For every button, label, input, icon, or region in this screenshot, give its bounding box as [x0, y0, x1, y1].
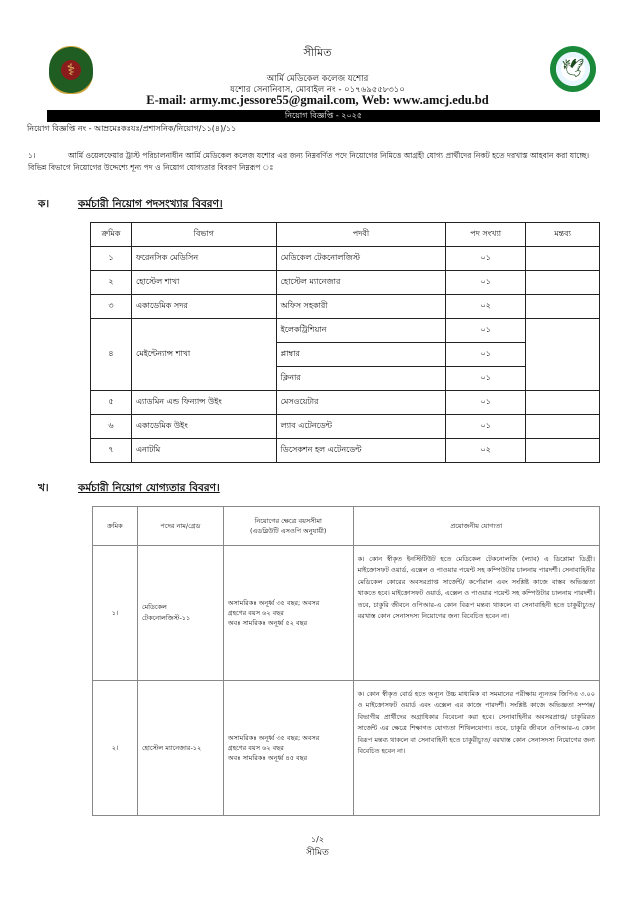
remarks-cell [526, 439, 600, 463]
age-limit-cell [223, 546, 353, 681]
table-row [93, 681, 600, 816]
age-limit-cell [223, 681, 353, 816]
count-cell: ০১ [446, 271, 526, 295]
designation-cell: ইলেকট্রিশিয়ান [276, 319, 446, 343]
designation-cell: ডিসেকশন হল এটেনডেন্ট [276, 439, 446, 463]
serial-cell: ২। [93, 681, 138, 816]
qualification-cell: ক। কোন স্বীকৃত বোর্ড হতে অন্যূন উচ্চ মাধ্যমিক বা সমমানের পরীক্ষায় ন্যূনতম জিপিএ ৩.০০ ও মাইক্রোসফট ওয়ার্ড এবং এক্সেল এর কাজে পারদর্শী। সংশ্লিষ্ট কাজে অভিজ্ঞতা সম্পন্ন/বিভাগীয় প্রার্থীদের অগ্রাধিকার বিবেচনা করা হবে। সেনাবাহিনীর অবসরপ্রাপ্ত/ চাকুরিরত সার্জেন্ট এর ক্ষেত্রে শিক্ষাগত যোগ্যতা শিথিলযোগ্য। তবে, চাকুরি জীবনে ওপিআর-এ কোন বিরূপ মন্তব্য থাকলে বা সেনাবাহিনী হতে চাকুরীচ্যুত/ বরখাস্ত কোন সেনাসদস্য নিয়োগের জন্য বিবেচিত হবেন না। [353, 681, 599, 816]
designation-cell: ক্লিনার [276, 367, 446, 391]
department-cell: একাডেমিক উইং [131, 415, 276, 439]
serial-cell: ৬ [91, 415, 132, 439]
designation-cell: অফিস সহকারী [276, 295, 446, 319]
age-retirement: গ্রহণের বয়স ৬২ বছর [227, 609, 284, 617]
table-row [93, 546, 600, 681]
section-b-title: কর্মচারী নিয়োগ যোগ্যতার বিবরণ। [78, 482, 220, 494]
age-ex-military: অবঃ সামরিকঃ অনূর্ধ্ব ৪৫ বছর [227, 754, 308, 762]
serial-cell: ৫ [91, 391, 132, 415]
col-post-count: পদ সংখ্যা [446, 223, 526, 247]
age-civil: অসামরিকঃ অনূর্ধ্ব ৩৫ বছর; অবসর [227, 599, 320, 607]
section-a-heading [38, 197, 223, 214]
notice-title-bar: নিয়োগ বিজ্ঞপ্তি - ২০২৫ [47, 110, 600, 122]
age-retirement: গ্রহণের বয়স ৬২ বছর [227, 744, 284, 752]
section-b-heading [38, 481, 220, 498]
department-cell: একাডেমিক সদর [131, 295, 276, 319]
org-contact: E-mail: army.mc.jessore55@gmail.com, Web: www.amcj.edu.bd [146, 93, 489, 107]
col-serial: ক্রমিক [93, 507, 138, 546]
count-cell: ০১ [446, 343, 526, 367]
designation-cell: মেডিকেল টেকনোলজিস্ট [276, 247, 446, 271]
reference-number: নিয়োগ বিজ্ঞপ্তি নং - আম্রমেঃকঃযঃ/প্রশাসনিক/নিয়োগ/১১(৪)/১১ [27, 124, 237, 133]
department-cell: ফরেনসিক মেডিসিন [131, 247, 276, 271]
col-age-limit [223, 507, 353, 546]
serial-cell: ১। [93, 546, 138, 681]
table-header-row [93, 507, 600, 546]
count-cell: ০১ [446, 367, 526, 391]
age-limit-subheading: (এডব্লিউটি এসওপি অনুযায়ী) [249, 527, 327, 535]
page-number: ১/২ [310, 835, 325, 844]
department-cell: হোস্টেল শাখা [131, 271, 276, 295]
table-row [91, 295, 600, 319]
section-b-label: খ। [38, 482, 49, 494]
count-cell: ০২ [446, 295, 526, 319]
posts-count-table [90, 222, 600, 463]
table-row [91, 247, 600, 271]
designation-cell: প্লাম্বার [276, 343, 446, 367]
intro-paragraph [28, 150, 598, 174]
post-name: হোস্টেল ম্যানেজার-১২ [141, 743, 202, 752]
table-row [91, 319, 600, 343]
post-name: মেডিকেল [141, 603, 167, 611]
remarks-cell [526, 271, 600, 295]
table-header-row [91, 223, 600, 247]
table-row [91, 391, 600, 415]
department-cell: এ্যাডমিন এন্ড ফিন্যান্স উইং [131, 391, 276, 415]
qualification-table [92, 506, 600, 816]
age-ex-military: অবঃ সামরিকঃ অনূর্ধ্ব ৫২ বছর [227, 619, 308, 627]
caduceus-icon: ⚕ [66, 60, 76, 79]
serial-cell: ২ [91, 271, 132, 295]
org-address: যশোর সেনানিবাস, মোবাইল নং - ০১৭৬৯৫৫৮৩১০ [230, 85, 405, 95]
col-serial: ক্রমিক [91, 223, 132, 247]
remarks-cell [526, 391, 600, 415]
qualification-cell: ক। কোন স্বীকৃত ইনস্টিটিউট হতে মেডিকেল টেকনোলজি (ল্যাব) এ ডিপ্লোমা ডিগ্রী। মাইক্রোসফট ওয়ার্ড, এক্সেল ও পাওয়ার পয়েন্ট সহ কম্পিউটার চালনায় পারদর্শী। সেনাবাহিনীর মেডিকেল কোরের অবসরপ্রাপ্ত সার্জেন্ট/ কর্পোরাল এবং সংশ্লিষ্ট কাজে বাস্তব অভিজ্ঞতা থাকতে হবে। মাইক্রোসফট ওয়ার্ড, এক্সেল ও পাওয়ার পয়েন্ট সহ কম্পিউটার চালনায় পারদর্শী। তবে, চাকুরি জীবনে ওপিআর-এ কোন বিরূপ মন্তব্য থাকলে বা সেনাবাহিনী হতে চাকুরীচ্যুত/ বরখাস্ত কোন সেনাসদস্য নিয়োগের জন্য বিবেচিত হবেন না। [353, 546, 599, 681]
post-cell [137, 546, 223, 681]
post-grade: টেকনোলজিস্ট-১১ [141, 614, 191, 622]
age-civil: অসামরিকঃ অনূর্ধ্ব ৩৫ বছর; অবসর [227, 734, 320, 742]
serial-cell: ৭ [91, 439, 132, 463]
serial-cell: ১ [91, 247, 132, 271]
post-cell [137, 681, 223, 816]
remarks-cell [526, 247, 600, 271]
count-cell: ০২ [446, 439, 526, 463]
department-cell: মেইন্টেন্যান্স শাখা [131, 319, 276, 391]
table-row [91, 439, 600, 463]
classification-bottom: সীমিত [306, 848, 329, 858]
remarks-cell [526, 319, 600, 391]
designation-cell: হোস্টেল ম্যানেজার [276, 271, 446, 295]
col-remarks: মন্তব্য [526, 223, 600, 247]
serial-cell: ৩ [91, 295, 132, 319]
org-name: আর্মি মেডিকেল কলেজ যশোর [266, 74, 369, 84]
count-cell: ০১ [446, 319, 526, 343]
table-row [91, 271, 600, 295]
department-cell: এনাটমি [131, 439, 276, 463]
col-department: বিভাগ [131, 223, 276, 247]
bird-icon: 🕊 [561, 58, 585, 79]
paragraph-number: ১। [28, 151, 36, 160]
col-designation: পদবী [276, 223, 446, 247]
remarks-cell [526, 415, 600, 439]
designation-cell: মেসওয়েটার [276, 391, 446, 415]
col-qualification: প্রয়োজনীয় যোগ্যতা [353, 507, 599, 546]
col-post-grade: পদের নাম/গ্রেড [137, 507, 223, 546]
classification-top: সীমিত [303, 46, 332, 59]
count-cell: ০১ [446, 391, 526, 415]
section-a-label: ক। [38, 198, 50, 210]
count-cell: ০১ [446, 415, 526, 439]
serial-cell: ৪ [91, 319, 132, 391]
remarks-cell [526, 295, 600, 319]
paragraph-text: আর্মি ওয়েলফেয়ার ট্রাস্ট পরিচালনাধীন আর্মি মেডিকেল কলেজ যশোর এর জন্য নিম্নবর্ণিত পদে নিয়োগের নিমিত্তে আগ্রহী যোগ্য প্রার্থীদের নিকট হতে দরখাস্ত আহবান করা যাচ্ছে। বিভিন্ন বিভাগে নিয়োগের উদ্দেশ্যে শূন্য পদ ও নিয়োগ যোগ্যতার বিবরণ নিম্নরূপ ঃ [28, 151, 590, 172]
age-limit-heading: নিয়োগের ক্ষেত্রে বয়সসীমা [254, 517, 322, 525]
table-row [91, 415, 600, 439]
section-a-title: কর্মচারী নিয়োগ পদসংখ্যার বিবরণ। [78, 198, 223, 210]
count-cell: ০১ [446, 247, 526, 271]
designation-cell: ল্যাব এটেনডেন্ট [276, 415, 446, 439]
